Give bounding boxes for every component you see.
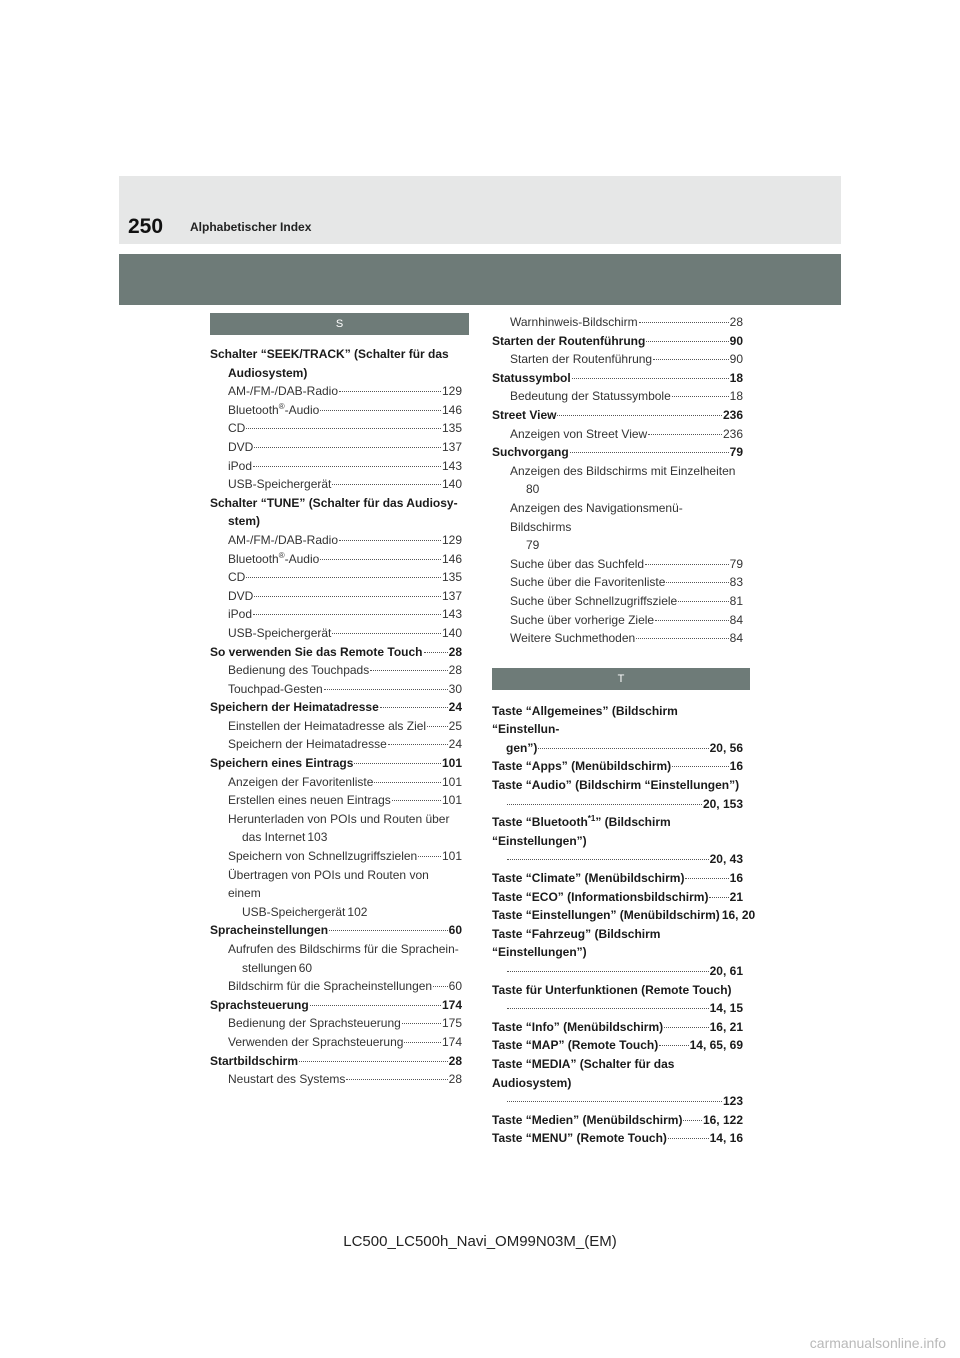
index-subentry[interactable]: [210, 1070, 462, 1089]
page-reference: 101: [441, 793, 462, 808]
index-subentry-transfer[interactable]: Übertragen von POIs und Routen von einem USB-Speichergerät 102: [228, 867, 429, 919]
leader-dots: [572, 378, 729, 379]
index-entry-t-menu[interactable]: [492, 1129, 743, 1148]
leader-dots: [685, 878, 728, 879]
leader-dots: [253, 614, 441, 615]
page-reference: 90: [729, 352, 743, 367]
page-reference: 79: [729, 445, 743, 460]
index-entry-t-audio[interactable]: Taste “Audio” (Bildschirm “Einstellungen”) 20, 153: [492, 778, 743, 811]
page-reference: 14, 65, 69: [689, 1038, 743, 1053]
page-reference: 83: [729, 575, 743, 590]
index-entry-seek[interactable]: Schalter “SEEK/TRACK” (Schalter für das Audiosystem): [210, 347, 449, 380]
page-reference: 101: [441, 756, 462, 771]
leader-dots: [639, 322, 729, 323]
page-reference: 16, 20: [721, 908, 756, 923]
save-entry-subentries: [210, 773, 462, 810]
index-label: CD: [228, 570, 246, 585]
index-entry-t-map[interactable]: [492, 1036, 743, 1055]
search-subentries: [492, 555, 743, 648]
leader-dots: [648, 434, 722, 435]
index-label: Bluetooth®-Audio: [228, 401, 320, 417]
index-subentry[interactable]: [210, 717, 462, 736]
index-label: Taste “Info” (Menübildschirm): [492, 1019, 664, 1034]
index-label: Taste “Climate” (Menübildschirm): [492, 871, 685, 886]
page-title: Alphabetischer Index: [190, 220, 312, 234]
leader-dots: [433, 986, 448, 987]
home-subentries: [210, 717, 462, 754]
tune-subentries: [210, 531, 462, 643]
page-reference: 16: [729, 871, 743, 886]
seek-subentries: [210, 382, 462, 494]
index-entry-home-address[interactable]: [210, 698, 462, 717]
page-reference: 135: [441, 570, 462, 585]
page-reference: 14, 16: [709, 1131, 743, 1146]
page-reference: 60: [448, 979, 462, 994]
leader-dots: [678, 601, 728, 602]
page-reference: 137: [441, 439, 462, 454]
page-reference: 24: [448, 700, 462, 715]
page-reference: 28: [448, 644, 462, 659]
leader-dots: [427, 726, 448, 727]
page-reference: 28: [729, 315, 743, 329]
index-subentry[interactable]: [210, 773, 462, 792]
index-entry-t-vehicle[interactable]: Taste “Fahrzeug” (Bildschirm “Einstellungen”) 20, 61: [492, 926, 743, 978]
page-reference: 60: [448, 923, 462, 938]
leader-dots: [570, 452, 729, 453]
leader-dots: [668, 1138, 709, 1139]
leader-dots: [392, 800, 441, 801]
page-reference: 236: [722, 407, 743, 422]
leader-dots: [645, 564, 729, 565]
leader-dots: [672, 396, 729, 397]
page-reference: 140: [441, 477, 462, 492]
index-entry-t-medien[interactable]: [492, 1111, 743, 1130]
index-entry-t-general[interactable]: Taste “Allgemeines” (Bildschirm “Einstellun- gen”) 20, 56: [492, 703, 743, 755]
page-reference: 129: [441, 384, 462, 399]
index-label: Bildschirm für die Spracheinstellungen: [228, 979, 433, 994]
index-label: Bedienung der Sprachsteuerung: [228, 1016, 401, 1031]
page-reference: 146: [441, 402, 462, 417]
index-subentry-lang-call[interactable]: Aufrufen des Bildschirms für die Sprachein- stellungen 60: [228, 942, 459, 975]
index-column-right: [492, 313, 756, 1148]
index-subentry[interactable]: [492, 611, 743, 630]
leader-dots: [354, 763, 441, 764]
index-subentry-search-navmenu[interactable]: Anzeigen des Navigationsmenü-Bildschirms 79: [510, 500, 683, 553]
page-reference: 90: [729, 333, 743, 348]
leader-dots: [709, 897, 728, 898]
leader-dots: [254, 596, 441, 597]
index-subentry[interactable]: [210, 475, 462, 494]
index-label: Touchpad-Gesten: [228, 681, 323, 696]
page-reference: 101: [441, 849, 462, 864]
page-reference: 30: [448, 681, 462, 696]
index-label: Speichern von Schnellzugriffszielen: [228, 849, 418, 864]
leader-dots: [339, 540, 441, 541]
index-label: USB-Speichergerät: [228, 477, 332, 492]
index-entry-route-guidance[interactable]: [492, 332, 743, 351]
index-label: Startbildschirm: [210, 1053, 299, 1068]
index-subentry[interactable]: [492, 629, 743, 648]
index-subentry[interactable]: [210, 587, 462, 606]
leader-dots: [659, 1045, 688, 1046]
voice-subentries: [210, 1014, 462, 1051]
index-label: CD: [228, 421, 246, 436]
index-entry-save-entry[interactable]: [210, 754, 462, 773]
leader-dots: [329, 930, 448, 931]
leader-dots: [346, 1079, 447, 1080]
status-subentries: [492, 387, 743, 406]
index-label: Bluetooth®-Audio: [228, 550, 320, 566]
page-reference: 146: [441, 551, 462, 566]
page-reference: 137: [441, 588, 462, 603]
leader-dots: [653, 359, 729, 360]
leader-dots: [418, 856, 441, 857]
index-label: Anzeigen der Favoritenliste: [228, 774, 374, 789]
page-reference: 143: [441, 607, 462, 622]
leader-dots: [310, 1005, 441, 1006]
page-reference: 18: [729, 370, 743, 385]
index-entry-t-eco[interactable]: [492, 888, 743, 907]
index-subentry[interactable]: [492, 350, 743, 369]
street-subentries: [492, 425, 743, 444]
leader-dots: [332, 633, 441, 634]
index-label: Street View: [492, 407, 557, 422]
index-label: Warnhinweis-Bildschirm: [510, 315, 638, 329]
index-subentry-quick-save[interactable]: [210, 847, 462, 866]
index-label: Taste “Einstellungen” (Menübildschirm): [492, 908, 720, 923]
index-label: Taste “MENU” (Remote Touch): [492, 1131, 667, 1146]
index-entry-t-settings[interactable]: [492, 906, 756, 925]
index-label: Suche über das Suchfeld: [510, 556, 645, 571]
leader-dots: [402, 1023, 441, 1024]
leader-dots: [557, 415, 721, 416]
index-label: Sprachsteuerung: [210, 997, 309, 1012]
index-entry-t-apps[interactable]: [492, 757, 743, 776]
page-reference: 81: [729, 593, 743, 608]
page-reference: 143: [441, 458, 462, 473]
leader-dots: [636, 638, 728, 639]
index-entry-tune[interactable]: Schalter “TUNE” (Schalter für das Audiosy- stem): [210, 495, 458, 529]
leader-dots: [374, 782, 441, 783]
page-reference: 16, 21: [709, 1019, 743, 1034]
leader-dots: [380, 707, 448, 708]
index-subentry[interactable]: [210, 1014, 462, 1033]
watermark: carmanualsonline.info: [809, 1335, 946, 1351]
index-subentry[interactable]: [492, 387, 743, 406]
index-label: USB-Speichergerät: [228, 625, 332, 640]
leader-dots: [320, 410, 441, 411]
index-subentry[interactable]: [210, 531, 462, 550]
index-label: Bedienung des Touchpads: [228, 663, 370, 678]
page-reference: 21: [729, 889, 743, 904]
index-label: Taste “Medien” (Menübildschirm): [492, 1112, 683, 1127]
index-label: So verwenden Sie das Remote Touch: [210, 644, 423, 659]
index-subentry[interactable]: [210, 568, 462, 587]
page-reference: 236: [722, 426, 743, 441]
leader-dots: [253, 466, 441, 467]
index-subentry[interactable]: [210, 791, 462, 810]
index-subentry[interactable]: [210, 457, 462, 476]
index-subentry[interactable]: [492, 573, 743, 592]
remote-subentries: [210, 661, 462, 698]
page-reference: 18: [729, 389, 743, 404]
page-reference: 28: [448, 1072, 462, 1087]
index-entry-voice[interactable]: [210, 996, 462, 1015]
page-reference: 129: [441, 532, 462, 547]
index-entry-status-icon[interactable]: [492, 369, 743, 388]
leader-dots: [370, 670, 447, 671]
page-reference: 79: [729, 556, 743, 571]
leader-dots: [664, 1027, 709, 1028]
index-subentry[interactable]: [210, 1033, 462, 1052]
index-entry-search[interactable]: [492, 443, 743, 462]
index-label: Suchvorgang: [492, 445, 569, 460]
index-subentry[interactable]: [210, 401, 462, 420]
leader-dots: [299, 1061, 448, 1062]
page-reference: 140: [441, 625, 462, 640]
page-reference: 84: [729, 631, 743, 646]
leader-dots: [339, 391, 441, 392]
route-subentries: [492, 350, 743, 369]
index-label: AM-/FM-/DAB-Radio: [228, 384, 339, 399]
index-entry-t-info[interactable]: [492, 1018, 743, 1037]
index-label: Starten der Routenführung: [492, 333, 646, 348]
letter-heading-s: S: [210, 313, 469, 335]
leader-dots: [404, 1042, 441, 1043]
index-entry-street-view[interactable]: [492, 406, 743, 425]
index-subentry[interactable]: [210, 735, 462, 754]
index-subentry-search-details[interactable]: Anzeigen des Bildschirms mit Einzelheiten 80: [510, 463, 736, 497]
index-entry-t-media[interactable]: Taste “MEDIA” (Schalter für das Audiosystem) 123: [492, 1056, 743, 1109]
leader-dots: [254, 447, 441, 448]
index-entry-remote-touch[interactable]: [210, 643, 462, 662]
page-reference: 175: [441, 1016, 462, 1031]
index-label: Einstellen der Heimatadresse als Ziel: [228, 718, 427, 733]
index-subentry-lang-screen[interactable]: [210, 977, 462, 996]
index-subentry[interactable]: [210, 605, 462, 624]
index-subentry[interactable]: [210, 661, 462, 680]
leader-dots: [666, 582, 728, 583]
index-label: iPod: [228, 607, 253, 622]
page-reference: 174: [441, 997, 462, 1012]
index-subentry[interactable]: [492, 555, 743, 574]
index-label: DVD: [228, 439, 254, 454]
index-label: Speichern eines Eintrags: [210, 756, 354, 771]
page-number: 250: [128, 215, 164, 238]
index-label: DVD: [228, 588, 254, 603]
header-divider-bar: [119, 254, 841, 305]
page-reference: 101: [441, 774, 462, 789]
index-label: Statussymbol: [492, 370, 571, 385]
page-reference: 28: [448, 1053, 462, 1068]
index-label: AM-/FM-/DAB-Radio: [228, 532, 339, 547]
leader-dots: [324, 689, 448, 690]
index-label: Taste “MAP” (Remote Touch): [492, 1038, 659, 1053]
index-subentry[interactable]: [210, 419, 462, 438]
index-subentry[interactable]: [210, 438, 462, 457]
index-subentry-download[interactable]: Herunterladen von POIs und Routen über das Internet 103: [228, 811, 450, 845]
index-subentry[interactable]: [492, 425, 743, 444]
index-label: Taste “Apps” (Menübildschirm): [492, 759, 672, 774]
index-label: Speichern der Heimatadresse: [210, 700, 379, 715]
index-label: Neustart des Systems: [228, 1072, 346, 1087]
index-label: Verwenden der Sprachsteuerung: [228, 1034, 404, 1049]
leader-dots: [646, 341, 728, 342]
index-label: Speichern der Heimatadresse: [228, 737, 387, 752]
index-subentry[interactable]: [492, 592, 743, 611]
leader-dots: [246, 428, 441, 429]
index-entry-t-climate[interactable]: [492, 869, 743, 888]
index-label: Suche über Schnellzugriffsziele: [510, 593, 678, 608]
index-label: iPod: [228, 458, 253, 473]
leader-dots: [672, 766, 729, 767]
index-label: Weitere Suchmethoden: [510, 631, 636, 646]
index-subentry[interactable]: [210, 680, 462, 699]
page-reference: 135: [441, 421, 462, 436]
index-subentry[interactable]: [210, 550, 462, 569]
index-subentry-warning[interactable]: [492, 313, 743, 332]
index-label: Suche über vorherige Ziele: [510, 612, 655, 627]
index-label: Suche über die Favoritenliste: [510, 575, 666, 590]
leader-dots: [246, 577, 441, 578]
page-reference: 28: [448, 663, 462, 678]
leader-dots: [683, 1120, 701, 1121]
index-label: Anzeigen von Street View: [510, 426, 648, 441]
index-label: Spracheinstellungen: [210, 923, 329, 938]
leader-dots: [320, 559, 441, 560]
index-label: Taste “ECO” (Informationsbildschirm): [492, 889, 709, 904]
index-label: Erstellen eines neuen Eintrags: [228, 793, 391, 808]
leader-dots: [655, 620, 729, 621]
page-reference: 16: [729, 759, 743, 774]
footer-model-code: LC500_LC500h_Navi_OM99N03M_(EM): [343, 1233, 617, 1250]
page-reference: 25: [448, 718, 462, 733]
index-column-left: [210, 313, 462, 1089]
page-reference: 16, 122: [702, 1112, 743, 1127]
index-label: Bedeutung der Statussymbole: [510, 389, 671, 404]
letter-heading-t: T: [492, 668, 750, 690]
index-entry-start-screen[interactable]: [210, 1052, 462, 1071]
index-subentry[interactable]: [210, 624, 462, 643]
index-entry-language[interactable]: [210, 921, 462, 940]
page-reference: 84: [729, 612, 743, 627]
index-entry-t-bluetooth[interactable]: Taste “Bluetooth$^{*1}$” (Bildschirm “Einstellungen”) 20, 43: [492, 814, 743, 867]
start-subentries: [210, 1070, 462, 1089]
index-entry-t-subfunctions[interactable]: Taste für Unterfunktionen (Remote Touch) 14, 15: [492, 982, 743, 1016]
page-reference: 174: [441, 1034, 462, 1049]
leader-dots: [332, 484, 441, 485]
index-subentry[interactable]: [210, 382, 462, 401]
leader-dots: [388, 744, 448, 745]
leader-dots: [424, 652, 448, 653]
index-label: Starten der Routenführung: [510, 352, 653, 367]
page-reference: 24: [448, 737, 462, 752]
